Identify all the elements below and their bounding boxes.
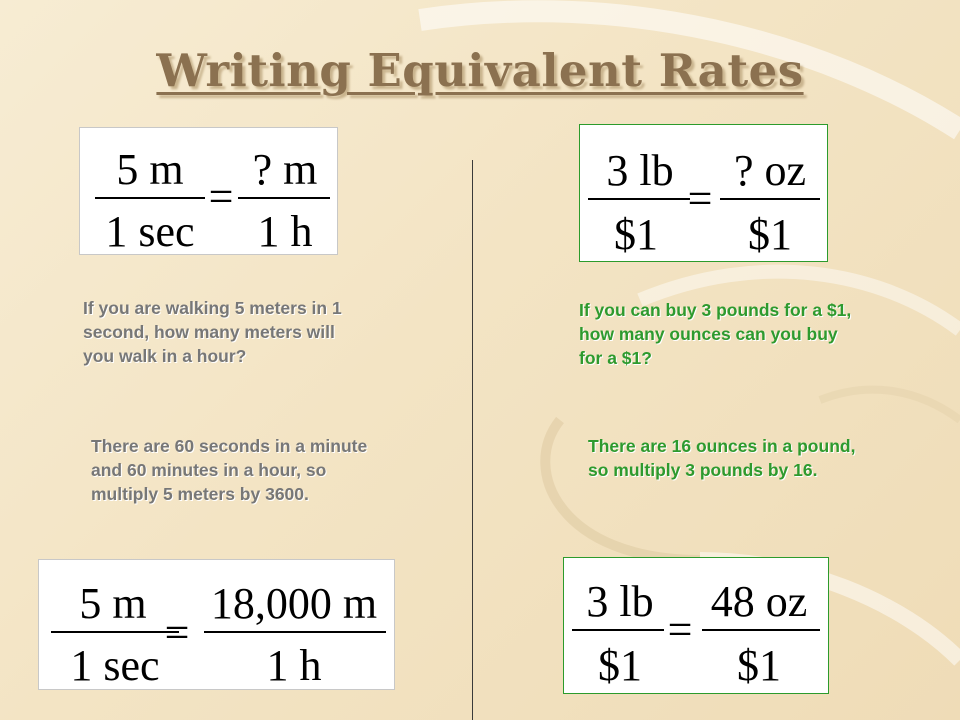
equation-numerator: 5 m: [116, 145, 184, 194]
slide-title: Writing Equivalent Rates: [156, 44, 804, 97]
equals-sign: =: [667, 605, 693, 654]
equation-denominator: 1 h: [266, 641, 322, 690]
left-answer-equation: [38, 559, 395, 690]
right-explanation-text: There are 16 ounces in a pound, so multiply 3 pounds by 16.: [588, 436, 856, 480]
equation-denominator: 1 sec: [105, 207, 195, 256]
equation-numerator: ? oz: [733, 146, 807, 195]
equals-sign: =: [208, 172, 234, 221]
vertical-divider: [472, 160, 473, 720]
equals-sign: =: [164, 608, 190, 657]
equation-denominator: $1: [598, 641, 642, 690]
equation-numerator: 18,000 m: [210, 579, 378, 628]
right-question-equation: [579, 124, 828, 262]
equation-denominator: $1: [614, 210, 658, 259]
equation-denominator: $1: [737, 641, 781, 690]
equation-denominator: 1 sec: [70, 641, 160, 690]
equation-numerator: 3 lb: [586, 577, 654, 626]
equation-denominator: 1 h: [257, 207, 313, 256]
equation-numerator: 3 lb: [606, 146, 674, 195]
equation-numerator: 5 m: [79, 579, 147, 628]
equation-numerator: 48 oz: [710, 577, 808, 626]
equation-denominator: $1: [748, 210, 792, 259]
left-explanation-text: There are 60 seconds in a minute and 60 minutes in a hour, so multiply 5 meters by 3600.: [91, 436, 368, 504]
equation-numerator: ? m: [252, 145, 318, 194]
equals-sign: =: [687, 174, 713, 223]
right-answer-equation: [563, 557, 829, 694]
left-question-equation: [79, 127, 338, 255]
left-question-text: If you are walking 5 meters in 1 second, how many meters will you walk in a hour?: [83, 298, 342, 366]
right-question-text: If you can buy 3 pounds for a $1, how many ounces can you buy for a $1?: [579, 300, 852, 368]
